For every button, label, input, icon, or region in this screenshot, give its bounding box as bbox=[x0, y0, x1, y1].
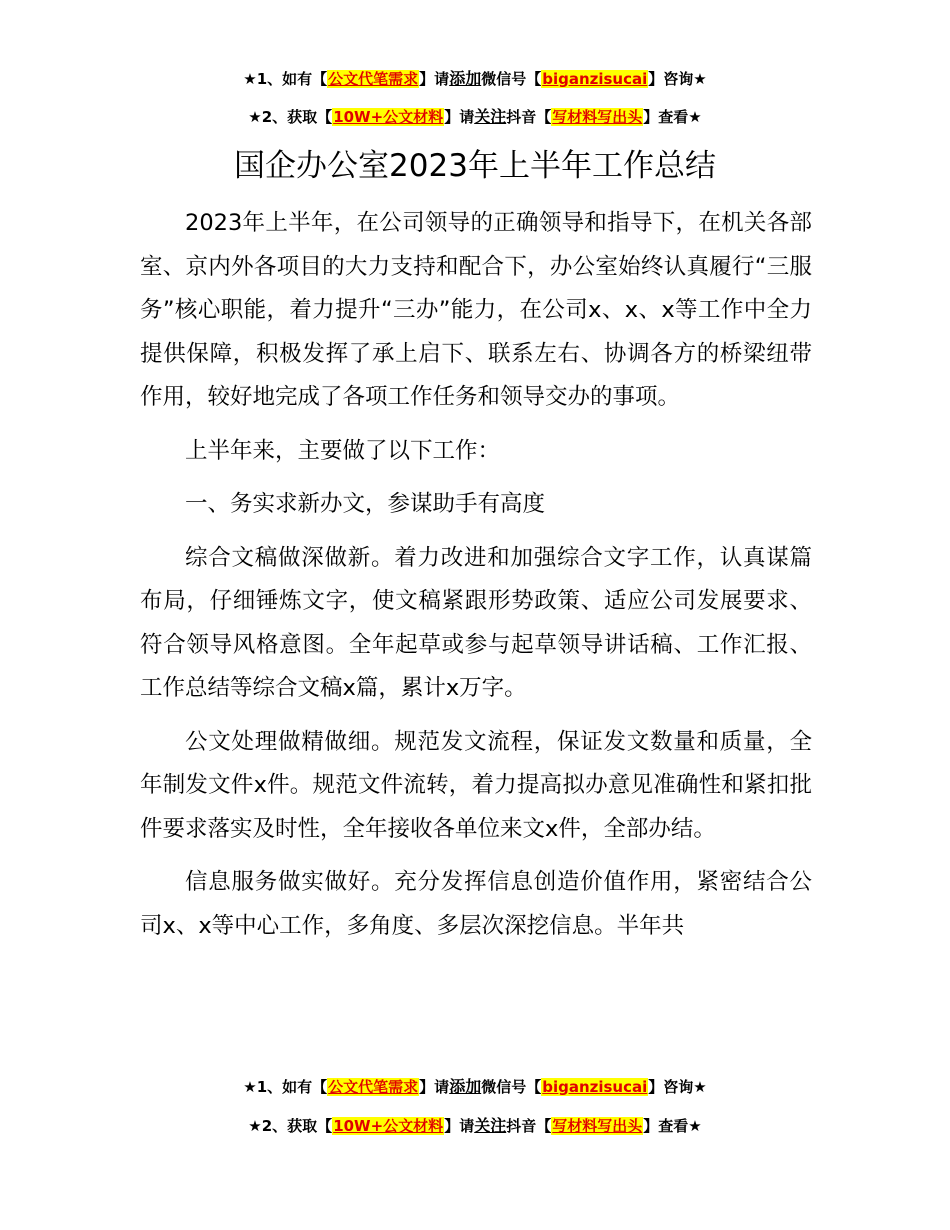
banner-highlight: biganzisucai bbox=[542, 70, 648, 88]
banner-text: ★2、获取【 bbox=[248, 108, 333, 126]
banner-highlight: 公文代笔需求 bbox=[328, 70, 419, 88]
banner-emphasis: 关注 bbox=[474, 1116, 507, 1135]
paragraph: 公文处理做精做细。规范发文流程，保证发文数量和质量，全年制发文件x件。规范文件流转，着力提高拟办意见准确性和紧扣批件要求落实及时性，全年接收各单位来文x件，全部办结。 bbox=[140, 728, 812, 842]
paragraph: 综合文稿做深做新。着力改进和加强综合文字工作，认真谋篇布局，仔细锤炼文字，使文稿紧跟形势政策、适应公司发展要求、符合领导风格意图。全年起草或参与起草领导讲话稿、工作汇报、工作总结等综合文稿x篇，累计x万字。 bbox=[140, 544, 812, 701]
banner-text: 】咨询★ bbox=[648, 1078, 707, 1096]
banner-text: 】请 bbox=[419, 1078, 450, 1096]
banner-emphasis: 添加 bbox=[449, 69, 482, 88]
banner-text: ★1、如有【 bbox=[243, 1078, 328, 1096]
banner-highlight: 写材料写出头 bbox=[552, 1117, 643, 1135]
section-heading: 一、务实求新办文，参谋助手有高度 bbox=[185, 491, 546, 517]
banner-text: 抖音【 bbox=[506, 108, 552, 126]
paragraph: 2023年上半年，在公司领导的正确领导和指导下，在机关各部室、京内外各项目的大力支持和配合下，办公室始终认真履行“三服务”核心职能，着力提升“三办”能力，在公司x、x、x等工作中全力提供保障，积极发挥了承上启下、联系左右、协调各方的桥梁纽带作用，较好地完成了各项工作任务和领导交办的事项。 bbox=[140, 210, 812, 410]
header-banner-line-2 bbox=[0, 106, 950, 128]
paragraph: 上半年来，主要做了以下工作： bbox=[185, 437, 501, 464]
banner-text: 】请 bbox=[444, 1117, 475, 1135]
banner-emphasis: 关注 bbox=[474, 107, 507, 126]
footer-banner-line-1 bbox=[0, 1076, 950, 1098]
banner-text: 】请 bbox=[419, 70, 450, 88]
paragraph: 信息服务做实做好。充分发挥信息创造价值作用，紧密结合公司x、x等中心工作，多角度、多层次深挖信息。半年共 bbox=[140, 869, 812, 939]
banner-text: 】请 bbox=[444, 108, 475, 126]
banner-text: 微信号【 bbox=[481, 1078, 542, 1096]
document-title: 国企办公室2023年上半年工作总结 bbox=[234, 148, 716, 184]
banner-text: 抖音【 bbox=[506, 1117, 552, 1135]
banner-highlight: biganzisucai bbox=[542, 1078, 648, 1096]
document-body bbox=[140, 202, 812, 958]
banner-emphasis: 添加 bbox=[449, 1077, 482, 1096]
banner-text: 】查看★ bbox=[643, 1117, 702, 1135]
banner-highlight: 10W+公文材料 bbox=[333, 1117, 444, 1135]
banner-text: 】查看★ bbox=[643, 108, 702, 126]
header-banner-line-1 bbox=[0, 68, 950, 90]
banner-text: ★1、如有【 bbox=[243, 70, 328, 88]
footer-banner-line-2 bbox=[0, 1115, 950, 1137]
banner-text: 微信号【 bbox=[481, 70, 542, 88]
banner-highlight: 公文代笔需求 bbox=[328, 1078, 419, 1096]
banner-text: 】咨询★ bbox=[648, 70, 707, 88]
banner-highlight: 写材料写出头 bbox=[552, 108, 643, 126]
banner-highlight: 10W+公文材料 bbox=[333, 108, 444, 126]
banner-text: ★2、获取【 bbox=[248, 1117, 333, 1135]
